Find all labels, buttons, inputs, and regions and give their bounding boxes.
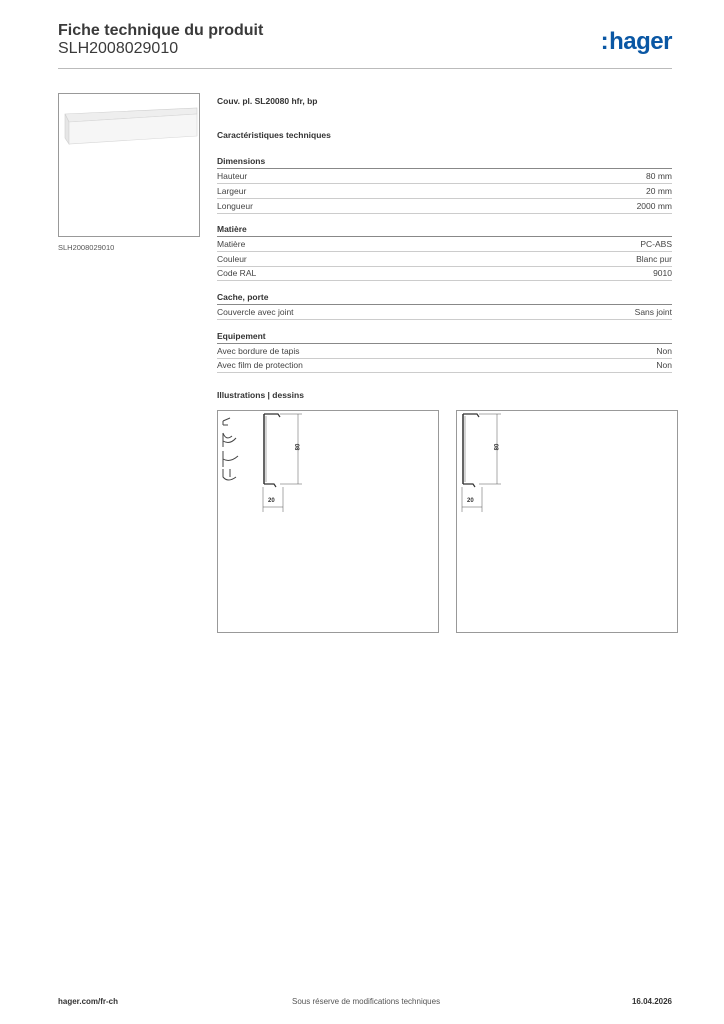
spec-value: 80 mm [646,171,672,181]
spec-row [217,184,672,199]
width-dimension-label: 20 [467,498,474,504]
section-cover-title: Cache, porte [217,291,672,305]
logo-text: hager [609,28,672,55]
spec-row [217,237,672,252]
height-dimension-label: 80 [494,443,501,451]
spec-key: Matière [217,239,246,249]
section-dimensions-title: Dimensions [217,155,672,169]
spec-row [217,252,672,267]
spec-key: Couleur [217,254,247,264]
spec-value: 2000 mm [636,201,672,211]
page-title: Fiche technique du produit [58,22,264,39]
spec-row [217,358,672,373]
footer-website-link[interactable]: hager.com/fr-ch [58,997,119,1006]
hager-logo [601,28,672,56]
width-dimension-label: 20 [268,498,275,504]
tech-specs-heading: Caractéristiques techniques [217,130,331,140]
spec-row [217,169,672,184]
section-equipment-title: Equipement [217,330,672,344]
spec-key: Couvercle avec joint [217,307,294,317]
technical-drawing-2 [456,410,678,633]
spec-key: Hauteur [217,171,248,181]
spec-value: Non [656,346,672,356]
spec-key: Code RAL [217,268,257,278]
spec-key: Avec bordure de tapis [217,346,300,356]
spec-value: Sans joint [634,307,672,317]
spec-value: Blanc pur [636,254,672,264]
product-image-caption: SLH2008029010 [58,243,115,252]
spec-row [217,344,672,359]
spec-key: Longueur [217,201,253,211]
spec-row [217,199,672,214]
header-divider [58,68,672,69]
spec-key: Largeur [217,186,247,196]
spec-value: Non [656,360,672,370]
illustrations-heading: Illustrations | dessins [217,390,304,400]
footer-disclaimer: Sous réserve de modifications techniques [292,997,441,1006]
spec-row [217,266,672,281]
spec-key: Avec film de protection [217,360,303,370]
height-dimension-label: 80 [295,443,302,451]
spec-value: 20 mm [646,186,672,196]
product-name: Couv. pl. SL20080 hfr, bp [217,96,318,106]
technical-drawing-1 [217,410,439,633]
product-image [58,93,200,237]
logo-colon-icon: : [600,28,609,55]
product-reference: SLH2008029010 [58,40,179,57]
section-material-title: Matière [217,223,672,237]
footer-date: 16.04.2026 [631,997,672,1006]
spec-value: 9010 [653,268,672,278]
spec-value: PC-ABS [640,239,672,249]
spec-row [217,305,672,320]
